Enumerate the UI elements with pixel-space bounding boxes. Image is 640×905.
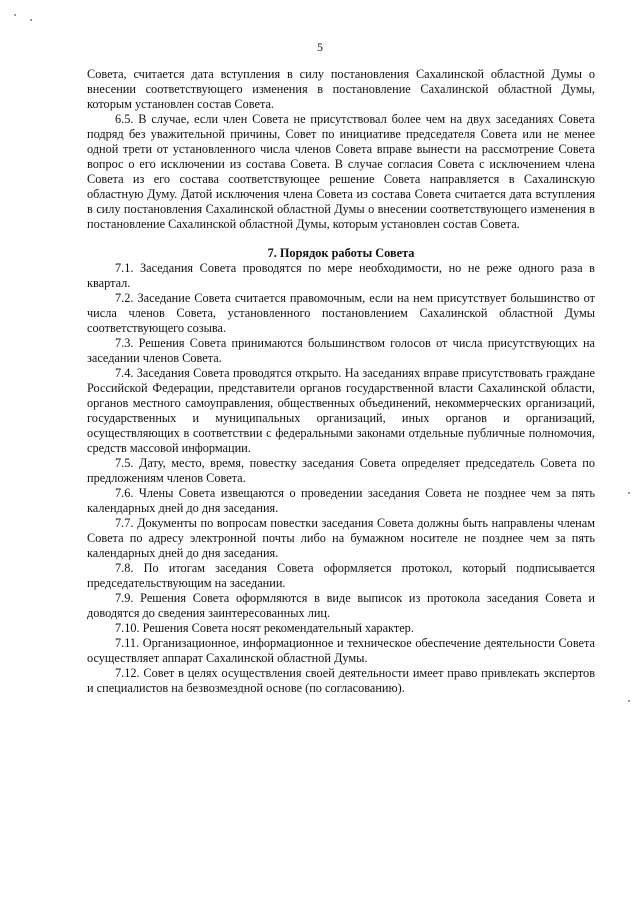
section-heading: 7. Порядок работы Совета <box>267 246 415 260</box>
scan-speck <box>628 700 630 702</box>
section-item: 7.6. Члены Совета извещаются о проведении заседания Совета не позднее чем за пять календарных дней до дня заседания. <box>87 486 595 515</box>
section-item: 7.2. Заседание Совета считается правомочным, если на нем присутствует большинство от числа членов Совета, установленного постановлением Сахалинской областной Думы соответствующего созыва. <box>87 291 595 335</box>
section-item: 7.9. Решения Совета оформляются в виде выписок из протокола заседания Совета и доводятся до сведения заинтересованных лиц. <box>87 591 595 620</box>
document-body <box>87 67 595 696</box>
section-item: 7.3. Решения Совета принимаются большинством голосов от числа присутствующих на заседании членов Совета. <box>87 336 595 365</box>
section-item: 7.1. Заседания Совета проводятся по мере необходимости, но не реже одного раза в квартал. <box>87 261 595 290</box>
scan-speck <box>14 14 16 16</box>
scan-speck <box>30 19 32 21</box>
section-item: 7.12. Совет в целях осуществления своей деятельности имеет право привлекать экспертов и специалистов на безвозмездной основе (по согласованию). <box>87 666 595 695</box>
paragraph: 6.5. В случае, если член Совета не присутствовал более чем на двух заседаниях Совета подряд без уважительной причины, Совет по инициативе председателя Совета или не менее одной трети от установленного числа членов Совета вправе вынести на рассмотрение Совета вопрос о его исключении из состава Совета. В случае согласия Совета с исключением члена Совета из его состава соответствующее решение Совета направляется в Сахалинскую областную Думу. Датой исключения члена Совета из состава Совета считается дата вступления в силу постановления Сахалинской областной Думы о внесении соответствующего изменения в постановление Сахалинской областной Думы, которым установлен состав Совета. <box>87 112 595 231</box>
section-item: 7.7. Документы по вопросам повестки заседания Совета должны быть направлены членам Совета по адресу электронной почты либо на бумажном носителе не позднее чем за пять календарных дней до дня заседания. <box>87 516 595 560</box>
scan-speck <box>628 492 630 494</box>
section-item: 7.8. По итогам заседания Совета оформляется протокол, который подписывается председательствующим на заседании. <box>87 561 595 590</box>
section-item: 7.5. Дату, место, время, повестку заседания Совета определяет председатель Совета по предложениям членов Совета. <box>87 456 595 485</box>
section-item: 7.11. Организационное, информационное и техническое обеспечение деятельности Совета осуществляет аппарат Сахалинской областной Думы. <box>87 636 595 665</box>
section-item: 7.10. Решения Совета носят рекомендательный характер. <box>115 621 414 635</box>
paragraph: Совета, считается дата вступления в силу постановления Сахалинской областной Думы о внесении соответствующего изменения в постановление Сахалинской областной Думы, которым установлен состав Совета. <box>87 67 595 111</box>
section-item: 7.4. Заседания Совета проводятся открыто. На заседаниях вправе присутствовать граждане Российской Федерации, представители органов государственной власти Сахалинской области, органов местного самоуправления, общественных объединений, некоммерческих организаций, государственных и муниципальных организаций, иных органов и организаций, осуществляющих в соответствии с федеральными законами отдельные публичные полномочия, средств массовой информации. <box>87 366 595 455</box>
page-number: 5 <box>317 40 323 54</box>
